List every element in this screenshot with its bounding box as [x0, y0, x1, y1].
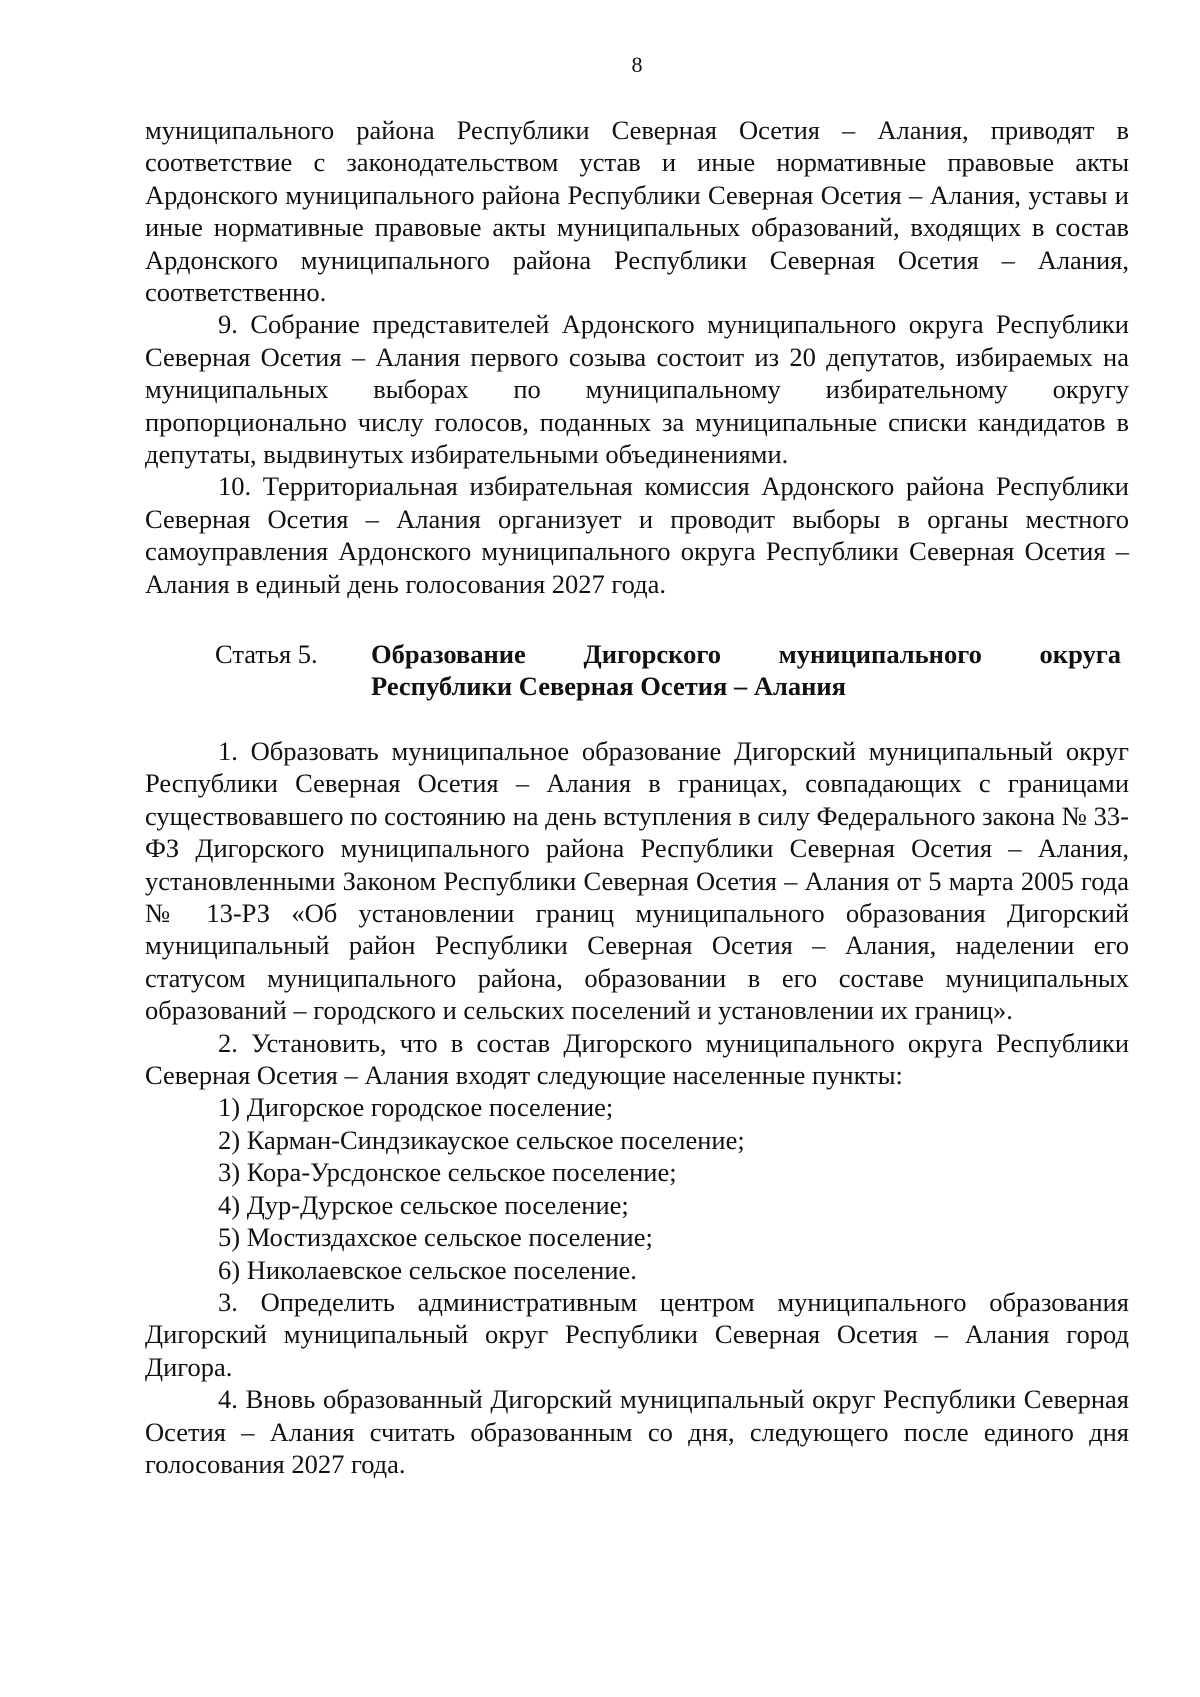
- list-item: 1) Дигорское городское поселение;: [218, 1092, 614, 1123]
- paragraph-item-4: 4. Вновь образованный Дигорский муниципальный округ Республики Северная Осетия – Алания считать образованным со дня, следующего после единого дня голосования 2027 года.: [145, 1384, 1129, 1479]
- article-4-continuation: [145, 114, 1129, 600]
- article-5-body: [145, 735, 1129, 1480]
- list-item: 4) Дур-Дурское сельское поселение;: [218, 1189, 629, 1220]
- paragraph-item-9: 9. Собрание представителей Ардонского муниципального округа Республики Северная Осетия – Алания первого созыва состоит из 20 депутатов, избираемых на муниципальных выборах по муниципальному избирательному округу пропорционально числу голосов, поданных за муниципальные списки кандидатов в депутаты, выдвинутых избирательными объединениями.: [145, 309, 1129, 470]
- paragraph-item-2: 2. Установить, что в состав Дигорского муниципального округа Республики Северная Осетия – Алания входят следующие населенные пункты:: [145, 1027, 1129, 1091]
- article-title: [371, 638, 1121, 703]
- article-title-line-1: Образование Дигорского муниципального округа: [371, 639, 1121, 669]
- article-title-line-2: Республики Северная Осетия – Алания: [371, 671, 846, 702]
- paragraph-continuation: муниципального района Республики Северная Осетия – Алания, приводят в соответствие с законодательством устав и иные нормативные правовые акты Ардонского муниципального района Республики Северная Осетия – Алания, уставы и иные нормативные правовые акты муниципальных образований, входящих в состав Ардонского муниципального района Республики Северная Осетия – Алания, соответственно.: [145, 115, 1129, 308]
- list-item: 2) Карман-Синдзикауское сельское поселение;: [218, 1124, 745, 1155]
- list-item: 6) Николаевское сельское поселение.: [218, 1254, 637, 1285]
- page-number: 8: [631, 52, 643, 77]
- paragraph-item-1: 1. Образовать муниципальное образование Дигорский муниципальный округ Республики Северная Осетия – Алания в границах, совпадающих с границами существовавшего по состоянию на день вступления в силу Федерального закона № 33-ФЗ Дигорского муниципального района Республики Северная Осетия – Алания, установленными Законом Республики Северная Осетия – Алания от 5 марта 2005 года № 13-РЗ «Об установлении границ муниципального образования Дигорский муниципальный район Республики Северная Осетия – Алания, наделении его статусом муниципального района, образовании в его составе муниципальных образований – городского и сельских поселений и установлении их границ».: [145, 736, 1129, 1026]
- list-item: 5) Мостиздахское сельское поселение;: [218, 1222, 653, 1253]
- paragraph-item-10: 10. Территориальная избирательная комиссия Ардонского района Республики Северная Осетия – Алания организует и проводит выборы в органы местного самоуправления Ардонского муниципального округа Республики Северная Осетия – Алания в единый день голосования 2027 года.: [145, 471, 1129, 599]
- article-number: Статья 5.: [215, 639, 318, 669]
- list-item: 3) Кора-Урсдонское сельское поселение;: [218, 1157, 677, 1188]
- paragraph-item-3: 3. Определить административным центром муниципального образования Дигорский муниципальный округ Республики Северная Осетия – Алания город Дигора.: [145, 1286, 1129, 1382]
